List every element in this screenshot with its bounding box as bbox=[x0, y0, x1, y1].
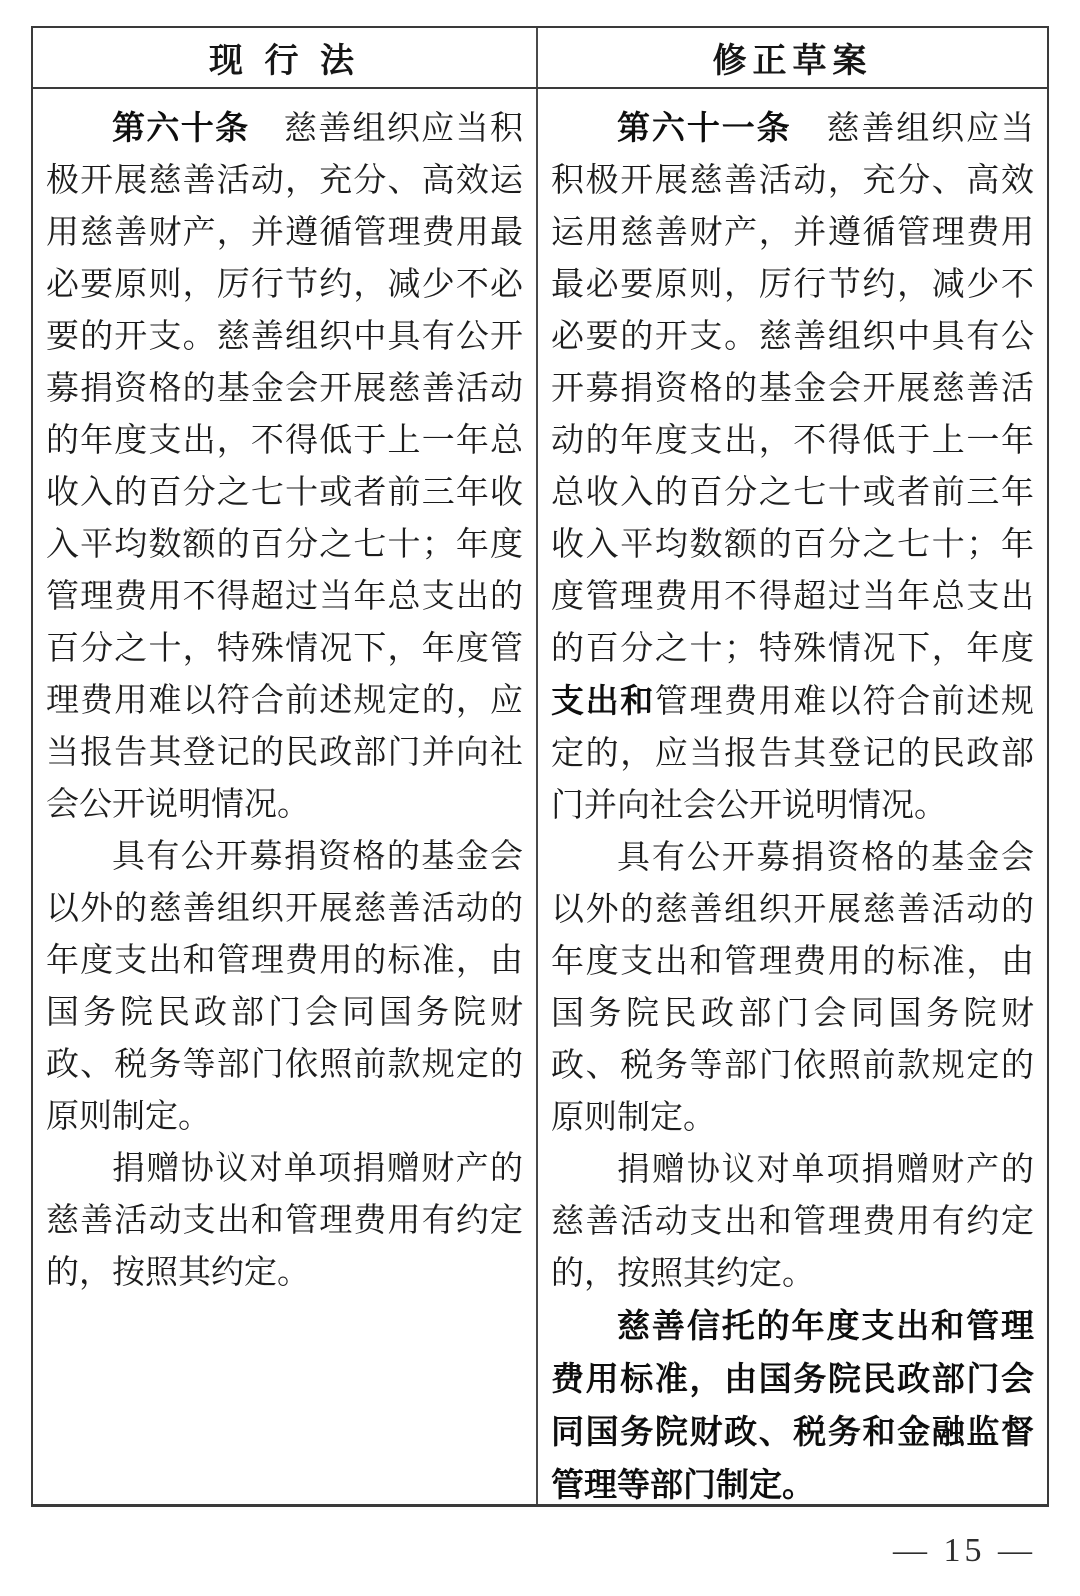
law-text-emphasis: 支出和 bbox=[551, 682, 655, 719]
law-text-emphasis: 慈善信托的年度支出和管理费用标准，由国务院民政部门会同国务院财政、税务和金融监督管理等部门制定。 bbox=[551, 1307, 1034, 1503]
header-current-law: 现 行 法 bbox=[33, 28, 538, 87]
header-amendment-draft: 修正草案 bbox=[712, 42, 873, 80]
law-text: 捐赠协议对单项捐赠财产的慈善活动支出和管理费用有约定的，按照其约定。 bbox=[46, 1151, 523, 1291]
law-paragraph bbox=[46, 102, 523, 831]
comparison-table bbox=[31, 26, 1049, 1507]
table-header-row bbox=[33, 28, 1047, 89]
law-paragraph bbox=[46, 1143, 523, 1299]
law-text: 具有公开募捐资格的基金会以外的慈善组织开展慈善活动的年度支出和管理费用的标准，由国务院民政部门会同国务院财政、税务等部门依照前款规定的原则制定。 bbox=[551, 840, 1034, 1136]
table-body-row bbox=[33, 89, 1047, 1504]
law-paragraph bbox=[551, 1144, 1034, 1300]
page-number: — 15 — bbox=[893, 1532, 1036, 1569]
law-text-emphasis: 第六十条 bbox=[112, 109, 250, 146]
law-text: 慈善组织应当积极开展慈善活动，充分、高效运用慈善财产，并遵循管理费用最必要原则，厉行节约，减少不必要的开支。慈善组织中具有公开募捐资格的基金会开展慈善活动的年度支出，不得低于上一年总收入的百分之七十或者前三年收入平均数额的百分之七十；年度管理费用不得超过当年总支出的百分之十；特殊情况下，年度 bbox=[551, 111, 1035, 667]
law-paragraph bbox=[46, 831, 523, 1143]
law-text: 慈善组织应当积极开展慈善活动，充分、高效运用慈善财产，并遵循管理费用最必要原则，厉行节约，减少不必要的开支。慈善组织中具有公开募捐资格的基金会开展慈善活动的年度支出，不得低于上一年总收入的百分之七十或者前三年收入平均数额的百分之七十；年度管理费用不得超过当年总支出的百分之十，特殊情况下，年度管理费用难以符合前述规定的，应当报告其登记的民政部门并向社会公开说明情况。 bbox=[46, 111, 524, 823]
law-text: 管理费用难以符合前述规定的，应当报告其登记的民政部门并向社会公开说明情况。 bbox=[551, 684, 1035, 824]
amendment-draft-column bbox=[538, 89, 1047, 1504]
current-law-column bbox=[33, 89, 538, 1504]
law-text: 具有公开募捐资格的基金会以外的慈善组织开展慈善活动的年度支出和管理费用的标准，由国务院民政部门会同国务院财政、税务等部门依照前款规定的原则制定。 bbox=[46, 839, 523, 1135]
law-text-emphasis: 第六十一条 bbox=[617, 109, 792, 146]
law-paragraph bbox=[551, 102, 1034, 832]
law-text: 捐赠协议对单项捐赠财产的慈善活动支出和管理费用有约定的，按照其约定。 bbox=[551, 1152, 1034, 1292]
law-paragraph bbox=[551, 1300, 1034, 1504]
law-paragraph bbox=[551, 832, 1034, 1144]
